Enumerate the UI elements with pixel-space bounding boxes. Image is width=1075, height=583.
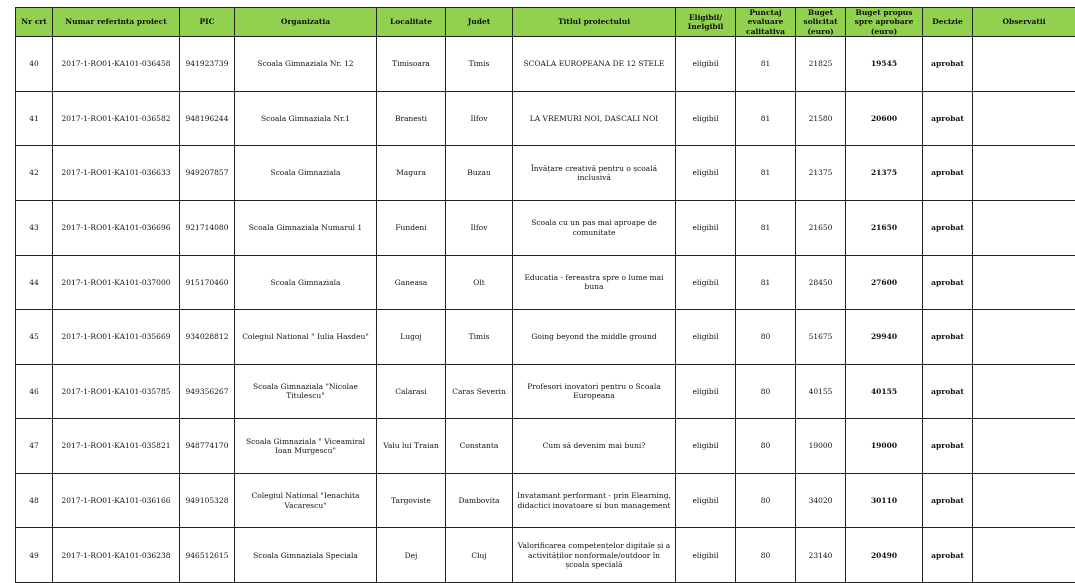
cell-score: 80	[736, 419, 796, 474]
header-jud: Judet	[446, 8, 513, 37]
cell-dec: aprobat	[923, 310, 973, 365]
cell-prop: 21375	[846, 146, 923, 201]
cell-ref: 2017-1-RO01-KA101-035785	[53, 364, 180, 419]
header-org: Organizatia	[235, 8, 377, 37]
cell-req: 19000	[796, 419, 846, 474]
cell-ref: 2017-1-RO01-KA101-036696	[53, 200, 180, 255]
cell-jud: Timis	[446, 37, 513, 92]
table-row	[16, 364, 1075, 419]
table-row	[16, 146, 1075, 201]
cell-jud: Ilfov	[446, 200, 513, 255]
cell-org: Colegiul National " Iulia Hasdeu"	[235, 310, 377, 365]
cell-title: Going beyond the middle ground	[513, 310, 676, 365]
cell-elig: eligibil	[676, 473, 736, 528]
cell-org: Scoala Gimnaziala "Nicolae Titulescu"	[235, 364, 377, 419]
cell-dec: aprobat	[923, 528, 973, 583]
cell-jud: Olt	[446, 255, 513, 310]
header-elig: Eligibil/ Inelgibil	[676, 8, 736, 37]
cell-elig: eligibil	[676, 146, 736, 201]
cell-score: 80	[736, 310, 796, 365]
cell-nr: 44	[16, 255, 53, 310]
cell-nr: 41	[16, 91, 53, 146]
cell-nr: 48	[16, 473, 53, 528]
cell-elig: eligibil	[676, 528, 736, 583]
cell-req: 21825	[796, 37, 846, 92]
cell-loc: Lugoj	[377, 310, 446, 365]
header-pic: PIC	[180, 8, 235, 37]
cell-loc: Ganeasa	[377, 255, 446, 310]
cell-title: Valorificarea competențelor digitale și a activităților nonformale/outdoor în școala specială	[513, 528, 676, 583]
cell-prop: 21650	[846, 200, 923, 255]
header-ref: Numar referinta proiect	[53, 8, 180, 37]
table-row	[16, 528, 1075, 583]
table-row	[16, 91, 1075, 146]
cell-dec: aprobat	[923, 419, 973, 474]
cell-elig: eligibil	[676, 255, 736, 310]
cell-jud: Caras Severin	[446, 364, 513, 419]
cell-title: Profesori inovatori pentru o Scoala Europeana	[513, 364, 676, 419]
cell-loc: Fundeni	[377, 200, 446, 255]
cell-score: 81	[736, 91, 796, 146]
cell-prop: 29940	[846, 310, 923, 365]
projects-table	[15, 7, 1075, 583]
cell-loc: Dej	[377, 528, 446, 583]
cell-obs	[973, 364, 1075, 419]
cell-title: Scoala cu un pas mai aproape de comunitate	[513, 200, 676, 255]
cell-pic: 941923739	[180, 37, 235, 92]
cell-jud: Buzau	[446, 146, 513, 201]
cell-nr: 42	[16, 146, 53, 201]
cell-org: Scoala Gimnaziala Nr. 12	[235, 37, 377, 92]
cell-pic: 915170460	[180, 255, 235, 310]
cell-pic: 949207857	[180, 146, 235, 201]
cell-req: 21580	[796, 91, 846, 146]
cell-jud: Timis	[446, 310, 513, 365]
cell-obs	[973, 419, 1075, 474]
cell-org: Scoala Gimnaziala Numarul 1	[235, 200, 377, 255]
cell-pic: 934028812	[180, 310, 235, 365]
cell-obs	[973, 37, 1075, 92]
cell-req: 28450	[796, 255, 846, 310]
cell-pic: 946512615	[180, 528, 235, 583]
cell-org: Scoala Gimnaziala	[235, 146, 377, 201]
cell-org: Scoala Gimnaziala	[235, 255, 377, 310]
cell-req: 21650	[796, 200, 846, 255]
cell-loc: Branesti	[377, 91, 446, 146]
cell-score: 80	[736, 473, 796, 528]
header-req: Buget solicitat (euro)	[796, 8, 846, 37]
cell-jud: Ilfov	[446, 91, 513, 146]
cell-loc: Timisoara	[377, 37, 446, 92]
cell-req: 21375	[796, 146, 846, 201]
header-title: Titlul proiectului	[513, 8, 676, 37]
table-row	[16, 419, 1075, 474]
cell-score: 80	[736, 528, 796, 583]
header-dec: Decizie	[923, 8, 973, 37]
cell-org: Scoala Gimnaziala Nr.1	[235, 91, 377, 146]
cell-obs	[973, 473, 1075, 528]
cell-org: Scoala Gimnaziala Speciala	[235, 528, 377, 583]
cell-dec: aprobat	[923, 473, 973, 528]
cell-title: Invatamant performant - prin Elearning, didactici inovatoare si bun management	[513, 473, 676, 528]
cell-elig: eligibil	[676, 200, 736, 255]
cell-obs	[973, 255, 1075, 310]
table-row	[16, 37, 1075, 92]
cell-nr: 47	[16, 419, 53, 474]
cell-prop: 19000	[846, 419, 923, 474]
cell-loc: Valu lui Traian	[377, 419, 446, 474]
cell-obs	[973, 310, 1075, 365]
cell-obs	[973, 528, 1075, 583]
cell-dec: aprobat	[923, 364, 973, 419]
header-score: Punctaj evaluare calitativa	[736, 8, 796, 37]
cell-pic: 949356267	[180, 364, 235, 419]
cell-obs	[973, 91, 1075, 146]
cell-ref: 2017-1-RO01-KA101-036166	[53, 473, 180, 528]
cell-loc: Targoviste	[377, 473, 446, 528]
cell-prop: 19545	[846, 37, 923, 92]
cell-pic: 921714080	[180, 200, 235, 255]
cell-req: 51675	[796, 310, 846, 365]
table-row	[16, 255, 1075, 310]
cell-prop: 20490	[846, 528, 923, 583]
cell-elig: eligibil	[676, 91, 736, 146]
cell-elig: eligibil	[676, 364, 736, 419]
cell-req: 40155	[796, 364, 846, 419]
cell-dec: aprobat	[923, 200, 973, 255]
cell-score: 81	[736, 200, 796, 255]
cell-jud: Constanta	[446, 419, 513, 474]
cell-pic: 949105328	[180, 473, 235, 528]
header-prop: Buget propus spre aprobare (euro)	[846, 8, 923, 37]
cell-elig: eligibil	[676, 310, 736, 365]
cell-ref: 2017-1-RO01-KA101-035669	[53, 310, 180, 365]
table-row	[16, 200, 1075, 255]
cell-ref: 2017-1-RO01-KA101-036238	[53, 528, 180, 583]
cell-prop: 40155	[846, 364, 923, 419]
cell-score: 81	[736, 146, 796, 201]
cell-prop: 27600	[846, 255, 923, 310]
table-row	[16, 310, 1075, 365]
cell-nr: 45	[16, 310, 53, 365]
cell-nr: 49	[16, 528, 53, 583]
cell-prop: 20600	[846, 91, 923, 146]
cell-ref: 2017-1-RO01-KA101-037000	[53, 255, 180, 310]
cell-org: Colegiul National "Ienachita Vacarescu"	[235, 473, 377, 528]
cell-ref: 2017-1-RO01-KA101-036458	[53, 37, 180, 92]
cell-ref: 2017-1-RO01-KA101-035821	[53, 419, 180, 474]
cell-title: Educatia - fereastra spre o lume mai buna	[513, 255, 676, 310]
cell-nr: 40	[16, 37, 53, 92]
cell-loc: Calarasi	[377, 364, 446, 419]
cell-title: LA VREMURI NOI, DASCALI NOI	[513, 91, 676, 146]
cell-score: 80	[736, 364, 796, 419]
cell-dec: aprobat	[923, 255, 973, 310]
cell-obs	[973, 146, 1075, 201]
header-row	[16, 8, 1075, 37]
cell-jud: Cluj	[446, 528, 513, 583]
cell-ref: 2017-1-RO01-KA101-036582	[53, 91, 180, 146]
cell-nr: 43	[16, 200, 53, 255]
cell-dec: aprobat	[923, 37, 973, 92]
cell-score: 81	[736, 37, 796, 92]
cell-pic: 948774170	[180, 419, 235, 474]
cell-title: Învățare creativă pentru o școală inclusivă	[513, 146, 676, 201]
cell-pic: 948196244	[180, 91, 235, 146]
cell-elig: eligibil	[676, 37, 736, 92]
cell-score: 81	[736, 255, 796, 310]
cell-org: Scoala Gimnaziala " Viceamiral Ioan Murgescu"	[235, 419, 377, 474]
table-body	[16, 37, 1075, 583]
cell-loc: Magura	[377, 146, 446, 201]
cell-jud: Dambovita	[446, 473, 513, 528]
header-nr: Nr crt	[16, 8, 53, 37]
cell-dec: aprobat	[923, 91, 973, 146]
cell-elig: eligibil	[676, 419, 736, 474]
cell-req: 23140	[796, 528, 846, 583]
table-row	[16, 473, 1075, 528]
cell-nr: 46	[16, 364, 53, 419]
cell-ref: 2017-1-RO01-KA101-036633	[53, 146, 180, 201]
cell-req: 34020	[796, 473, 846, 528]
header-obs: Observatii	[973, 8, 1075, 37]
cell-dec: aprobat	[923, 146, 973, 201]
cell-title: SCOALA EUROPEANA DE 12 STELE	[513, 37, 676, 92]
cell-title: Cum să devenim mai buni?	[513, 419, 676, 474]
cell-prop: 30110	[846, 473, 923, 528]
cell-obs	[973, 200, 1075, 255]
header-loc: Localitate	[377, 8, 446, 37]
